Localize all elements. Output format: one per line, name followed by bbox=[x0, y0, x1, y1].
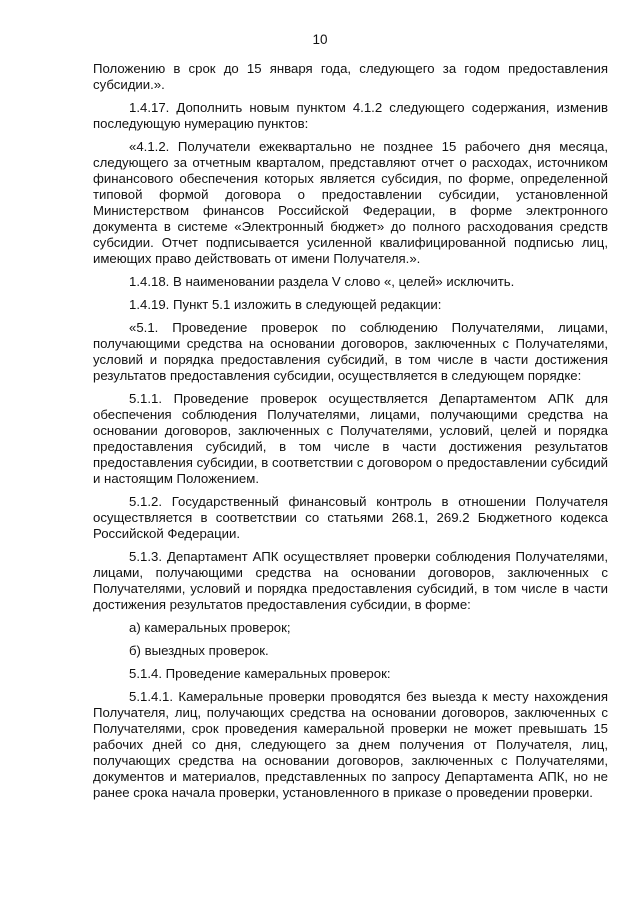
paragraph: 5.1.3. Департамент АПК осуществляет проверки соблюдения Получателями, лицами, получающими средства на основании договоров, заключенных с Получателями, условий и порядка предоставления субсидий, в том числе в части достижения результатов предоставления субсидии, в форме: bbox=[93, 549, 608, 612]
paragraph: 1.4.18. В наименовании раздела V слово «, целей» исключить. bbox=[129, 274, 515, 289]
paragraph: «4.1.2. Получатели ежеквартально не позднее 15 рабочего дня месяца, следующего за отчетным кварталом, представляют отчет о расходах, источником финансового обеспечения которых является субсидия, по форме, определенной типовой формой договора о предоставлении субсидии, установленной Министерством финансов Российской Федерации, в форме электронного документа в системе «Электронный бюджет» до полного расходования средств субсидии. Отчет подписывается усиленной квалифицированной подписью лиц, имеющих право действовать от имени Получателя.». bbox=[93, 139, 608, 266]
paragraph: 5.1.4. Проведение камеральных проверок: bbox=[129, 666, 391, 681]
paragraph: б) выездных проверок. bbox=[129, 643, 269, 658]
paragraph: «5.1. Проведение проверок по соблюдению Получателями, лицами, получающими средства на основании договоров, заключенных с Получателями, условий и порядка предоставления субсидий, в том числе в части достижения результатов предоставления субсидии, осуществляется в следующем порядке: bbox=[93, 320, 608, 383]
document-body bbox=[93, 61, 608, 808]
paragraph: 5.1.1. Проведение проверок осуществляется Департаментом АПК для обеспечения соблюдения Получателями, лицами, получающими средства на основании договоров, заключенных с Получателями, условий, целей и порядка предоставления субсидий, в том числе в части достижения результатов предоставления субсидии, в соответствии с договором о предоставлении субсидий и настоящим Положением. bbox=[93, 391, 608, 486]
page-number: 10 bbox=[312, 32, 328, 47]
paragraph: 5.1.2. Государственный финансовый контроль в отношении Получателя осуществляется в соответствии со статьями 268.1, 269.2 Бюджетного кодекса Российской Федерации. bbox=[93, 494, 608, 541]
paragraph: Положению в срок до 15 января года, следующего за годом предоставления субсидии.». bbox=[93, 61, 608, 92]
paragraph: 1.4.19. Пункт 5.1 изложить в следующей редакции: bbox=[129, 297, 442, 312]
paragraph: 1.4.17. Дополнить новым пунктом 4.1.2 следующего содержания, изменив последующую нумерацию пунктов: bbox=[93, 100, 608, 131]
paragraph: 5.1.4.1. Камеральные проверки проводятся без выезда к месту нахождения Получателя, лиц, получающих средства на основании договоров, заключенных с Получателями, срок проведения камеральной проверки не может превышать 15 рабочих дней со дня, следующего за днем получения от Получателя, лиц, получающих средства на основании договоров, заключенных с Получателями, документов и материалов, представленных по запросу Департамента АПК, но не ранее срока начала проверки, установленного в приказе о проведении проверки. bbox=[93, 689, 608, 800]
paragraph: а) камеральных проверок; bbox=[129, 620, 291, 635]
